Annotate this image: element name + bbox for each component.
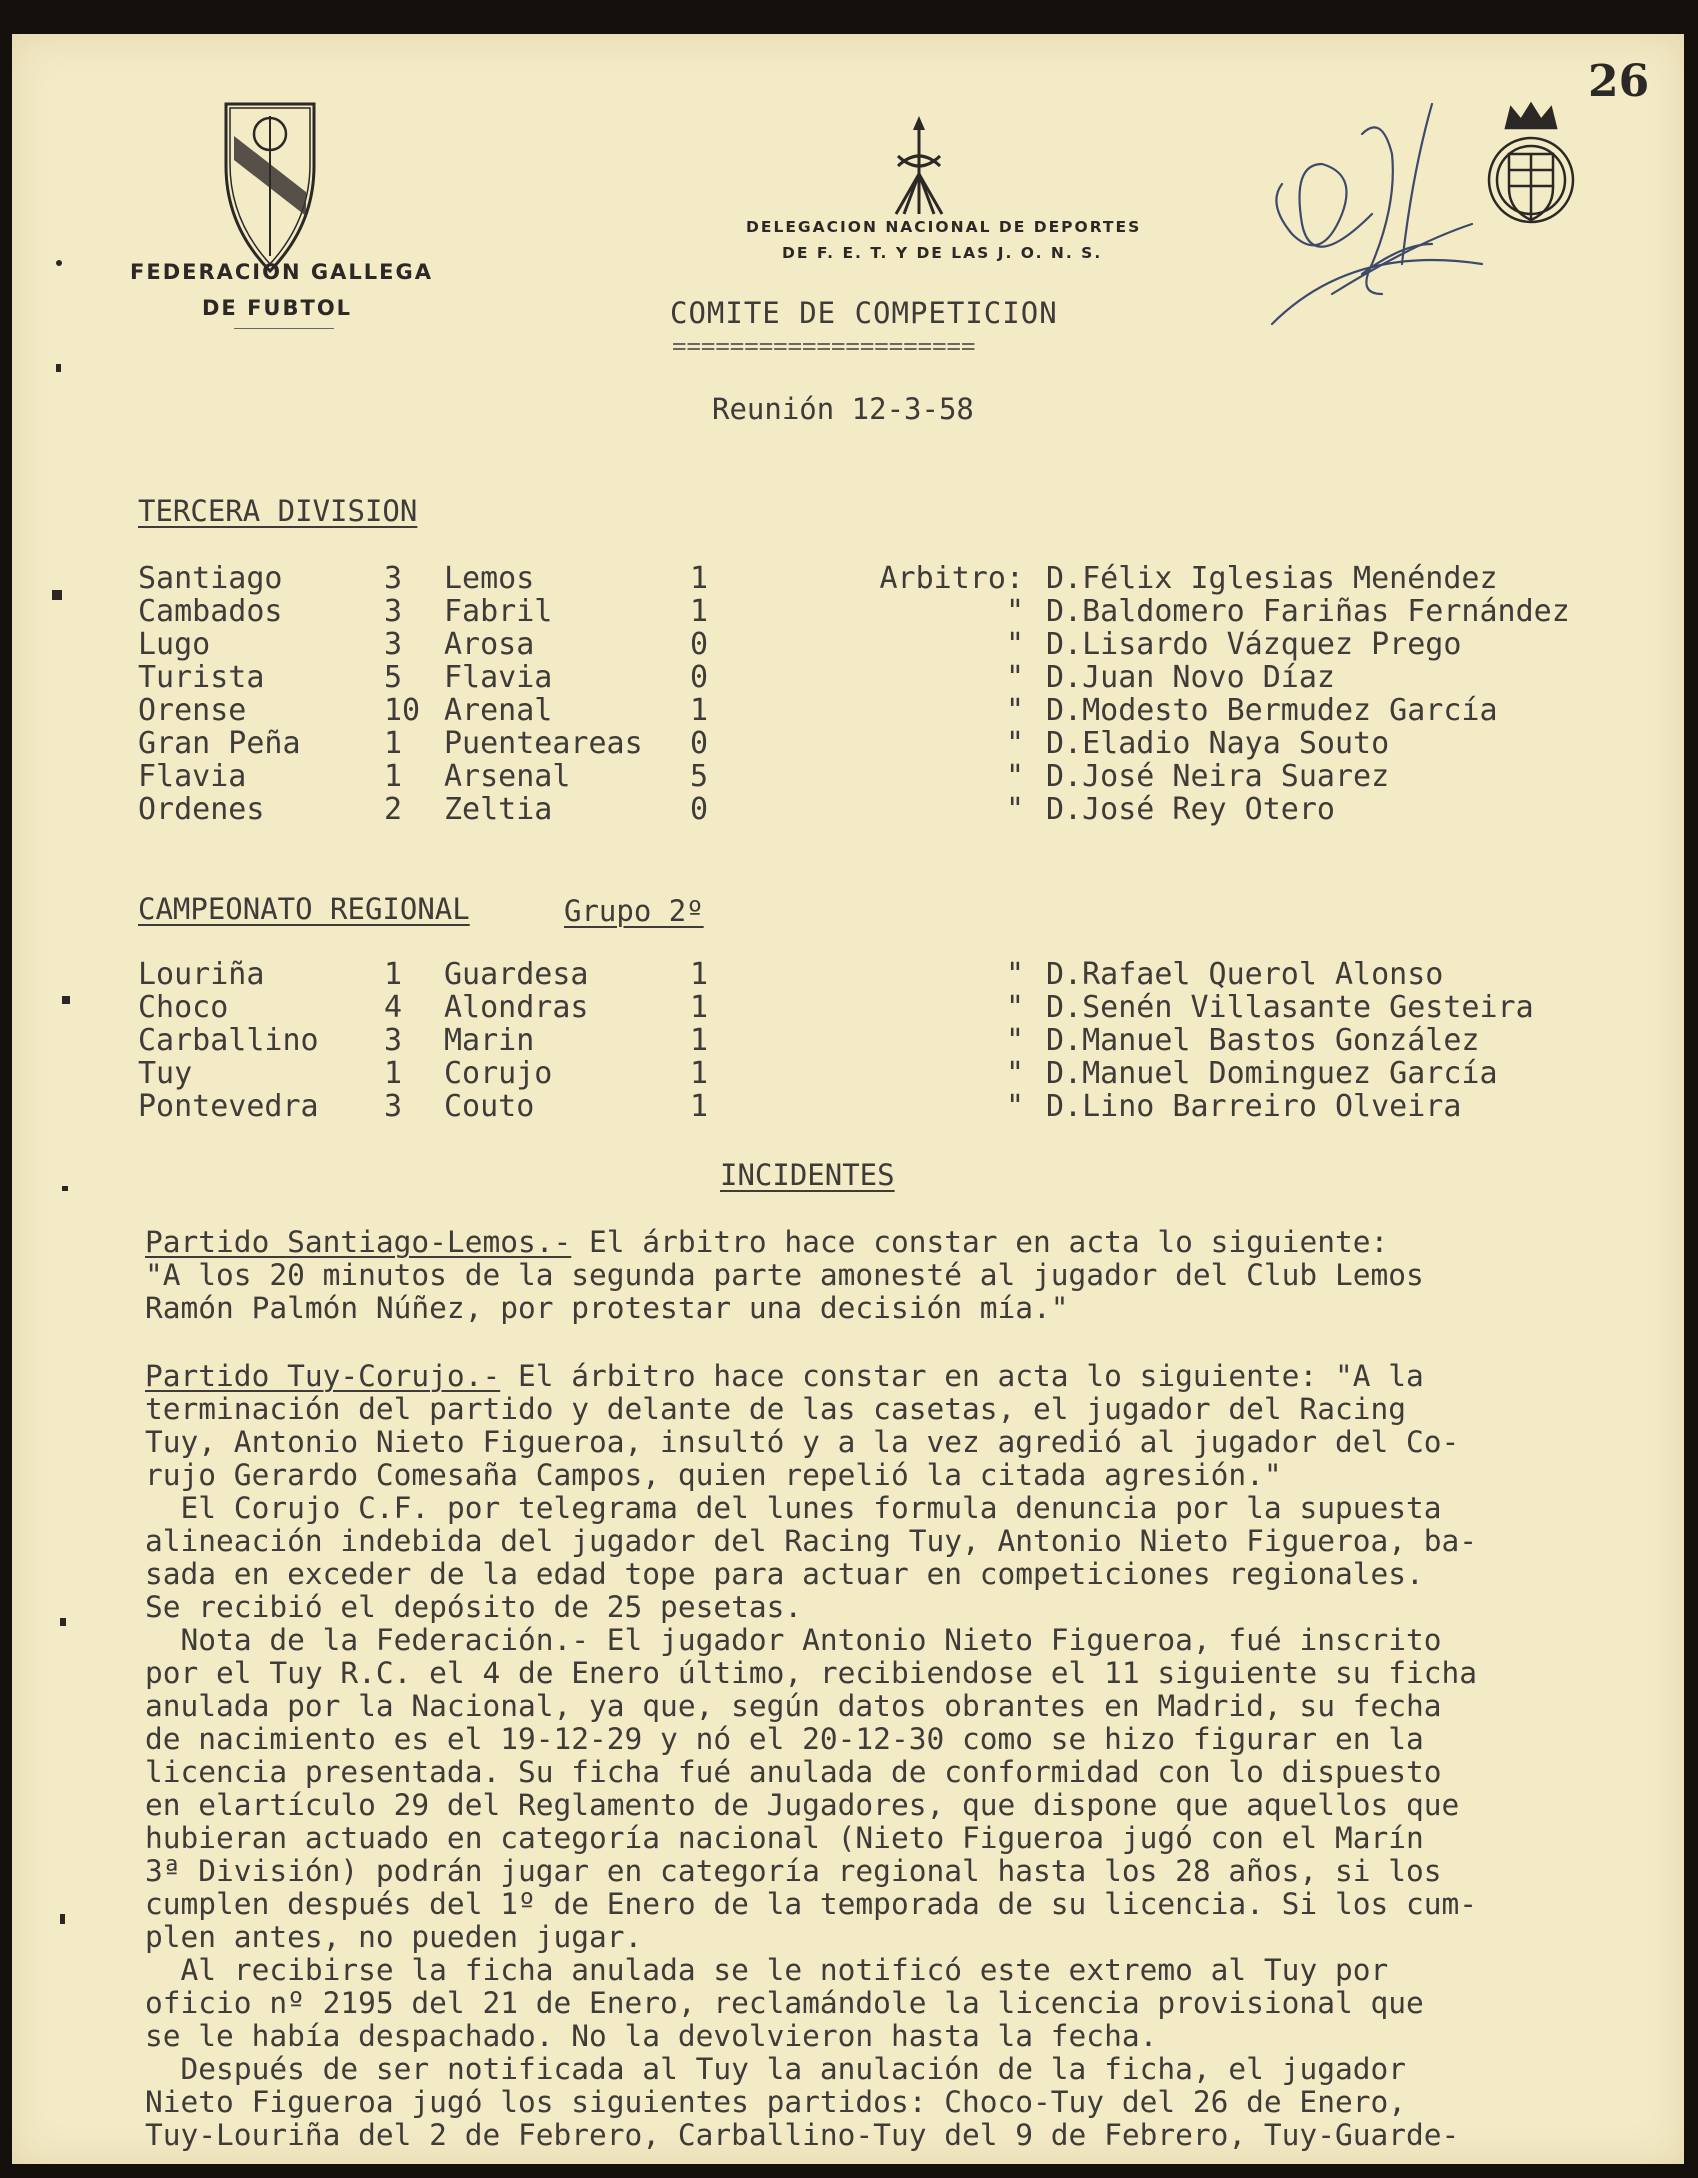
referee-label: " xyxy=(1005,957,1024,992)
margin-mark xyxy=(60,1618,66,1626)
away-score: 0 xyxy=(690,726,709,761)
home-team: Flavia xyxy=(138,759,247,794)
home-score: 4 xyxy=(384,990,403,1025)
document-page xyxy=(12,34,1684,2164)
referee-label: " xyxy=(1005,759,1024,794)
regional-group: Grupo 2º xyxy=(564,894,704,928)
table-row xyxy=(138,628,1570,661)
away-team: Puenteareas xyxy=(444,726,643,761)
home-team: Santiago xyxy=(138,561,283,596)
home-team: Turista xyxy=(138,660,265,695)
home-score: 3 xyxy=(384,1023,403,1058)
handwritten-signature xyxy=(1262,94,1492,334)
home-score: 1 xyxy=(384,957,403,992)
referee-label: " xyxy=(1005,693,1024,728)
home-team: Choco xyxy=(138,990,229,1025)
incident-text: El árbitro hace constar en acta lo siguiente: "A la terminación del partido y delante de las casetas, el jugador del Racing Tuy, Antonio Nieto Figueroa, insultó y a la vez agredió al jugador del Co- rujo Gerardo Comesaña Campos, quien repelió la citada agresión." El Corujo C.F. por telegrama del lunes formula denuncia por la supuesta alineación indebida del jugador del Racing Tuy, Antonio Nieto Figueroa, ba- sada en exceder de la edad tope para actuar en competiciones regionales. Se recibió el depósito de 25 pesetas. Nota de la Federación.- El jugador Antonio Nieto Figueroa, fué inscrito por el Tuy R.C. el 4 de Enero último, recibiendose el 11 siguiente su ficha anulada por la Nacional, ya que, según datos obrantes en Madrid, su fecha de nacimiento es el 19-12-29 y nó el 20-12-30 como se hizo figurar en la licencia presentada. Su ficha fué anulada de conformidad con lo dispuesto en elartículo 29 del Reglamento de Jugadores, que dispone que aquellos que hubieran actuado en categoría nacional (Nieto Figueroa jugó con el Marín 3ª División) podrán jugar en categoría regional hasta los 28 años, si los cumplen después del 1º de Enero de la temporada de su licencia. Si los cum- plen antes, no pueden jugar. Al recibirse la ficha anulada se le notificó este extremo al Tuy por oficio nº 2195 del 21 de Enero, reclamándole la licencia provisional que se le había despachado. No la devolvieron hasta la fecha. Después de ser notificada al Tuy la anulación de la ficha, el jugador Nieto Figueroa jugó los siguientes partidos: Choco-Tuy del 26 de Enero, Tuy-Louriña del 2 de Febrero, Carballino-Tuy del 9 de Febrero, Tuy-Guarde- xyxy=(145,1359,1478,2152)
away-team: Arenal xyxy=(444,693,553,728)
table-row xyxy=(138,727,1570,760)
referee-label: " xyxy=(1005,1056,1024,1091)
federation-name-line1: FEDERACION GALLEGA xyxy=(130,260,433,284)
table-row xyxy=(138,958,1534,991)
yoke-arrows-emblem xyxy=(884,114,954,224)
federation-shield-logo xyxy=(220,96,320,276)
regional-heading: CAMPEONATO REGIONAL xyxy=(138,892,470,926)
home-score: 3 xyxy=(384,627,403,662)
referee-label: " xyxy=(1005,1089,1024,1124)
referee-label: " xyxy=(1005,1023,1024,1058)
away-team: Couto xyxy=(444,1089,535,1124)
away-score: 1 xyxy=(690,1023,709,1058)
away-score: 1 xyxy=(690,990,709,1025)
away-team: Zeltia xyxy=(444,792,553,827)
home-team: Gran Peña xyxy=(138,726,301,761)
referee-name: D.Eladio Naya Souto xyxy=(1046,726,1390,761)
home-team: Tuy xyxy=(138,1056,193,1091)
home-team: Louriña xyxy=(138,957,265,992)
incident-title: Partido Tuy-Corujo.- xyxy=(145,1359,501,1393)
table-row xyxy=(138,1057,1534,1090)
margin-mark xyxy=(56,260,62,266)
home-score: 3 xyxy=(384,1089,403,1124)
away-score: 0 xyxy=(690,660,709,695)
committee-double-rule: ===================== xyxy=(672,332,976,360)
federation-name-line2: DE FUBTOL xyxy=(202,296,353,320)
incident-santiago-lemos xyxy=(145,1226,1685,1325)
home-team: Pontevedra xyxy=(138,1089,319,1124)
page-number: 26 xyxy=(1588,56,1650,107)
away-team: Marin xyxy=(444,1023,535,1058)
away-team: Arosa xyxy=(444,627,535,662)
referee-label: " xyxy=(1005,726,1024,761)
tercera-heading: TERCERA DIVISION xyxy=(138,494,418,528)
home-team: Cambados xyxy=(138,594,283,629)
home-team: Orense xyxy=(138,693,247,728)
home-team: Lugo xyxy=(138,627,211,662)
incident-tuy-corujo xyxy=(145,1360,1685,2152)
margin-mark xyxy=(60,1914,65,1924)
referee-name: D.José Neira Suarez xyxy=(1046,759,1390,794)
away-team: Guardesa xyxy=(444,957,589,992)
tercera-results-table xyxy=(138,562,1570,826)
referee-label: " xyxy=(1005,792,1024,827)
home-score: 3 xyxy=(384,594,403,629)
incident-title: Partido Santiago-Lemos.- xyxy=(145,1225,572,1259)
table-row xyxy=(138,661,1570,694)
incidents-heading: INCIDENTES xyxy=(720,1158,895,1192)
table-row xyxy=(138,793,1570,826)
referee-name: D.Félix Iglesias Menéndez xyxy=(1046,561,1498,596)
away-team: Alondras xyxy=(444,990,589,1025)
away-score: 5 xyxy=(690,759,709,794)
referee-label: " xyxy=(1005,990,1024,1025)
crowned-shield-logo xyxy=(1476,98,1586,238)
delegation-line2: DE F. E. T. Y DE LAS J. O. N. S. xyxy=(782,244,1103,262)
away-score: 1 xyxy=(690,1056,709,1091)
away-score: 0 xyxy=(690,792,709,827)
margin-mark xyxy=(62,1186,68,1191)
home-team: Ordenes xyxy=(138,792,265,827)
away-score: 1 xyxy=(690,693,709,728)
committee-title: COMITE DE COMPETICION xyxy=(670,296,1058,330)
referee-name: D.Senén Villasante Gesteira xyxy=(1046,990,1534,1025)
table-row xyxy=(138,1024,1534,1057)
home-score: 3 xyxy=(384,561,403,596)
home-score: 2 xyxy=(384,792,403,827)
delegation-line1: DELEGACION NACIONAL DE DEPORTES xyxy=(746,218,1142,236)
referee-label: Arbitro: xyxy=(879,561,1024,596)
away-score: 1 xyxy=(690,561,709,596)
away-team: Flavia xyxy=(444,660,553,695)
referee-name: D.Lisardo Vázquez Prego xyxy=(1046,627,1462,662)
regional-results-table xyxy=(138,958,1534,1123)
table-row xyxy=(138,562,1570,595)
home-score: 1 xyxy=(384,759,403,794)
referee-name: D.Juan Novo Díaz xyxy=(1046,660,1335,695)
away-score: 0 xyxy=(690,627,709,662)
home-score: 5 xyxy=(384,660,403,695)
referee-name: D.Baldomero Fariñas Fernández xyxy=(1046,594,1570,629)
away-score: 1 xyxy=(690,1089,709,1124)
referee-label: " xyxy=(1005,660,1024,695)
federation-underline xyxy=(234,328,334,329)
away-team: Arsenal xyxy=(444,759,571,794)
home-score: 1 xyxy=(384,726,403,761)
referee-name: D.Rafael Querol Alonso xyxy=(1046,957,1444,992)
margin-mark xyxy=(52,590,62,600)
referee-name: D.Manuel Dominguez García xyxy=(1046,1056,1498,1091)
incident-text: El árbitro hace constar en acta lo siguiente: "A los 20 minutos de la segunda parte amonesté al jugador del Club Lemos Ramón Palmón Núñez, por protestar una decisión mía." xyxy=(145,1225,1424,1325)
table-row xyxy=(138,1090,1534,1123)
referee-label: " xyxy=(1005,594,1024,629)
away-score: 1 xyxy=(690,594,709,629)
table-row xyxy=(138,991,1534,1024)
table-row xyxy=(138,694,1570,727)
table-row xyxy=(138,595,1570,628)
referee-name: D.Lino Barreiro Olveira xyxy=(1046,1089,1462,1124)
margin-mark xyxy=(56,364,61,372)
away-score: 1 xyxy=(690,957,709,992)
referee-name: D.Modesto Bermudez García xyxy=(1046,693,1498,728)
away-team: Lemos xyxy=(444,561,535,596)
referee-name: D.José Rey Otero xyxy=(1046,792,1335,827)
referee-label: " xyxy=(1005,627,1024,662)
referee-name: D.Manuel Bastos González xyxy=(1046,1023,1480,1058)
margin-mark xyxy=(62,996,70,1004)
meeting-date: Reunión 12-3-58 xyxy=(712,392,974,426)
away-team: Corujo xyxy=(444,1056,553,1091)
home-score: 1 xyxy=(384,1056,403,1091)
table-row xyxy=(138,760,1570,793)
home-team: Carballino xyxy=(138,1023,319,1058)
home-score: 10 xyxy=(384,693,421,728)
away-team: Fabril xyxy=(444,594,553,629)
